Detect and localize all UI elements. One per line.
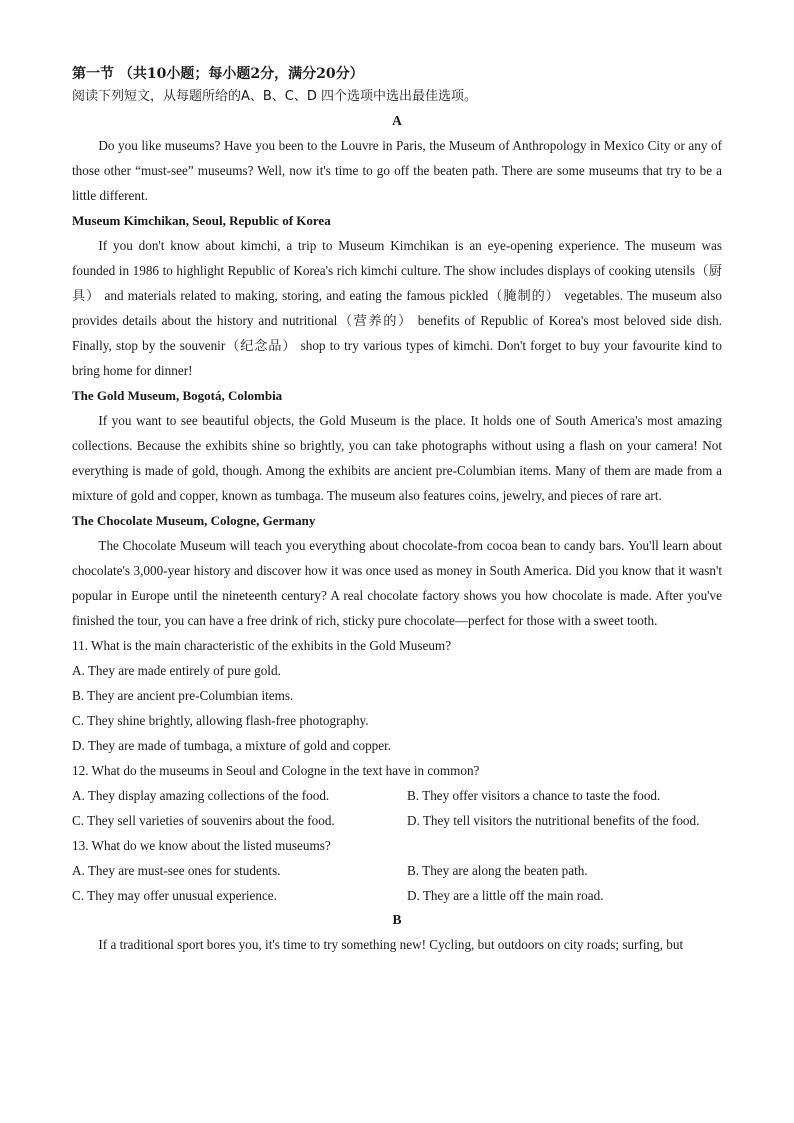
option-row	[72, 783, 722, 808]
question-option: C. They may offer unusual experience.	[72, 888, 277, 903]
passage-a-intro: Do you like museums? Have you been to the Louvre in Paris, the Museum of Anthropology in Mexico City or any of those other “must-see” museums? Well, now it's time to go off the beaten path. There are some museums that try to be a little different.	[72, 138, 722, 203]
question-option: D. They tell visitors the nutritional benefits of the food.	[407, 813, 700, 828]
question-option: A. They are must-see ones for students.	[72, 863, 281, 878]
question-option: B. They are along the beaten path.	[407, 863, 588, 878]
museum-text-chocolate: The Chocolate Museum will teach you everything about chocolate-from cocoa bean to candy bars. You'll learn about chocolate's 3,000-year history and discover how it was once used as money in South America. Did you know that it wasn't popular in Europe until the nineteenth century? A real chocolate factory shows you how chocolate is made. After you've finished the tour, you can have a free drink of rich, sticky pure chocolate—perfect for those with a sweet tooth.	[72, 538, 722, 628]
question-option: D. They are made of tumbaga, a mixture of gold and copper.	[72, 738, 392, 753]
question-option: A. They are made entirely of pure gold.	[72, 663, 281, 678]
question-option: A. They display amazing collections of the food.	[72, 788, 330, 803]
passage-b-label: B	[392, 912, 402, 927]
passage-b-intro: If a traditional sport bores you, it's time to try something new! Cycling, but outdoors on city roads; surfing, but	[98, 937, 684, 952]
option-row	[72, 858, 722, 883]
exam-page	[72, 63, 722, 957]
option-row	[72, 808, 722, 833]
section-title: 第一节 （共10小题；每小题2分，满分20分）	[72, 66, 364, 82]
museum-heading-kimchikan: Museum Kimchikan, Seoul, Republic of Korea	[72, 213, 331, 228]
question-option: D. They are a little off the main road.	[407, 888, 604, 903]
question-option: C. They shine brightly, allowing flash-free photography.	[72, 713, 369, 728]
option-row	[72, 883, 722, 908]
museum-text-kimchikan: If you don't know about kimchi, a trip to Museum Kimchikan is an eye-opening experience. The museum was founded in 1986 to highlight Republic of Korea's rich kimchi culture. The show includes displays of cooking utensils（厨具） and materials related to making, storing, and eating the famous pickled（腌制的） vegetables. The museum also provides details about the history and nutritional（营养的） benefits of Republic of Korea's most beloved side dish. Finally, stop by the souvenir（纪念品） shop to try various types of kimchi. Don't forget to buy your favourite kind to bring home for dinner!	[72, 238, 722, 378]
museum-heading-gold: The Gold Museum, Bogotá, Colombia	[72, 388, 283, 403]
section-instruction: 阅读下列短文，从每题所给的A、B、C、D 四个选项中选出最佳选项。	[72, 89, 478, 104]
question-option: B. They offer visitors a chance to taste the food.	[407, 788, 661, 803]
question-option: B. They are ancient pre-Columbian items.	[72, 688, 294, 703]
question-option: C. They sell varieties of souvenirs about the food.	[72, 813, 335, 828]
passage-a-label: A	[392, 113, 402, 128]
question-stem: 13. What do we know about the listed museums?	[72, 838, 331, 853]
question-stem: 12. What do the museums in Seoul and Cologne in the text have in common?	[72, 763, 480, 778]
museum-text-gold: If you want to see beautiful objects, the Gold Museum is the place. It holds one of South America's most amazing collections. Because the exhibits shine so brightly, you can take photographs without using a flash on your camera! Not everything is made of gold, though. Among the exhibits are ancient pre-Columbian items. Many of them are made from a mixture of gold and copper, known as tumbaga. The museum also features coins, jewelry, and pieces of rare art.	[72, 413, 722, 503]
museum-heading-chocolate: The Chocolate Museum, Cologne, Germany	[72, 513, 316, 528]
question-stem: 11. What is the main characteristic of the exhibits in the Gold Museum?	[72, 638, 452, 653]
